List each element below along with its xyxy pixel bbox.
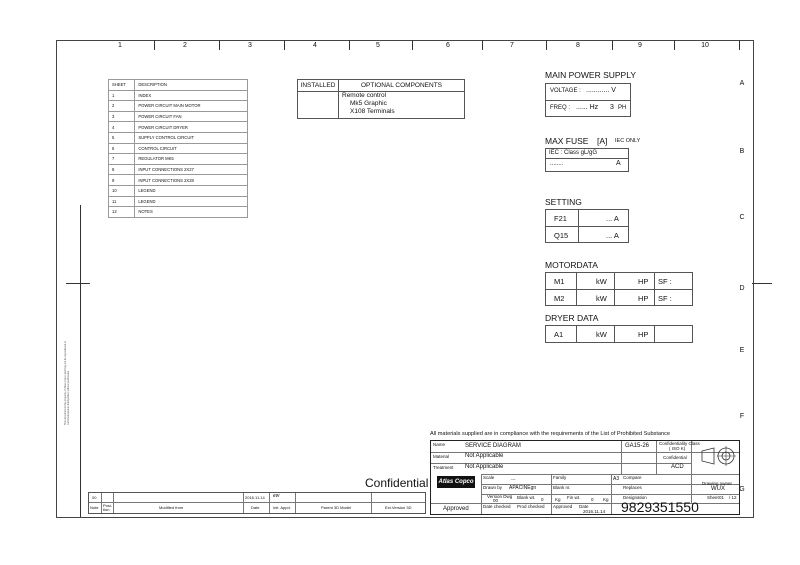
column-tick <box>154 40 155 50</box>
table-row <box>109 80 248 91</box>
sheet-description: LEGEND <box>135 185 248 196</box>
dryer-title: DRYER DATA <box>545 313 599 323</box>
drawn-label: Drawn by <box>483 485 503 490</box>
sheet-description: NOTES <box>135 207 248 218</box>
sheet-number: 8 <box>109 164 135 175</box>
fin-wt-value: 0 <box>591 497 594 502</box>
max-fuse-box <box>545 148 629 172</box>
conf-class-value: Confidential <box>663 455 687 460</box>
date-label: Date <box>579 504 589 509</box>
table-row <box>109 101 248 112</box>
optional-components-list <box>342 92 395 116</box>
column-number: 3 <box>248 42 252 49</box>
fuse-unit: A <box>616 160 621 167</box>
motordata-title: MOTORDATA <box>545 260 598 270</box>
compare-label: Compare <box>623 475 642 480</box>
row-letter: A <box>739 80 745 87</box>
max-fuse-unit: [A] <box>597 136 608 146</box>
rev-header: Note <box>90 505 99 510</box>
designation-label: Designation <box>623 495 647 500</box>
sheet-description: POWER CIRCUIT FAN <box>135 111 248 122</box>
prod-checked-label: Prod checked <box>517 504 545 509</box>
rev-header: Init. Appd. <box>273 505 291 510</box>
sheet-description: LEGEND <box>135 196 248 207</box>
column-number: 1 <box>118 42 122 49</box>
treatment-value: Not Applicable <box>465 464 504 470</box>
motordata-box <box>545 272 693 306</box>
column-tick <box>284 40 285 50</box>
freq-label: FREQ : <box>550 105 571 111</box>
name-label: Name <box>433 442 446 447</box>
table-row <box>109 90 248 101</box>
sheet-description: POWER CIRCUIT DRYER <box>135 122 248 133</box>
sheet-description: CONTROL CIRCUIT <box>135 143 248 154</box>
setting-value: ... A <box>606 214 619 223</box>
column-number: 7 <box>510 42 514 49</box>
voltage-label: VOLTAGE : <box>550 88 581 94</box>
projection-symbol-icon <box>700 443 738 469</box>
row-letter: D <box>739 285 745 292</box>
optional-item: X108 Terminals <box>350 108 395 115</box>
sheet-number: 3 <box>109 111 135 122</box>
column-tick <box>612 40 613 50</box>
rev-value: 00 <box>92 495 97 500</box>
version-value: 00 <box>493 498 499 503</box>
sheet-number: 9 <box>109 175 135 186</box>
table-row <box>109 196 248 207</box>
table-row <box>109 122 248 133</box>
approved-status: Approved <box>443 506 469 512</box>
left-divider <box>80 205 81 517</box>
rev-header: Ext.Version 3D <box>385 505 412 510</box>
sheet-description: INPUT CONNECTIONS 2X27 <box>135 164 248 175</box>
column-tick <box>546 40 547 50</box>
column-number: 4 <box>313 42 317 49</box>
column-tick <box>739 40 740 50</box>
sheet-description: SUPPLY CONTROL CIRCUIT <box>135 132 248 143</box>
center-mark-right <box>752 283 772 284</box>
format-value: A3 <box>613 476 620 482</box>
fuse-value: ........ <box>550 161 564 167</box>
installed-header: INSTALLED <box>298 80 339 92</box>
rev-header: Posi-tion <box>103 503 113 512</box>
sheet-label: Sheet <box>707 495 719 500</box>
scale-value: --- <box>511 477 516 482</box>
optional-item: Mk5 Graphic <box>350 100 387 107</box>
column-tick <box>482 40 483 50</box>
model-value: GA15-26 <box>625 443 650 449</box>
motor-name: M2 <box>554 294 565 303</box>
sheet-number: 4 <box>109 122 135 133</box>
motor-sf: SF : <box>658 277 672 286</box>
motor-hp: HP <box>638 294 649 303</box>
phase-unit: PH <box>618 105 627 111</box>
row-letter: B <box>739 148 745 155</box>
drawing-number: 9829351550 <box>621 499 699 515</box>
kg-unit: Kg <box>603 497 609 502</box>
motor-kw: kW <box>596 294 607 303</box>
side-note: This document is the property of Atlas Copco and may not be reproduced or communicated to third parties without permission <box>64 341 70 425</box>
blank-wt-value: 0 <box>541 497 544 502</box>
version-label: Version Dwg <box>487 494 513 499</box>
material-label: Material <box>433 454 450 459</box>
confidential-label: Confidential <box>365 476 429 490</box>
sheet-of: / 12 <box>729 495 737 500</box>
fuse-class: IEC : Class gL/gG <box>549 150 598 156</box>
name-value: SERVICE DIAGRAM <box>465 443 521 449</box>
setting-title: SETTING <box>545 197 582 207</box>
treatment-label: Treatment <box>433 465 454 470</box>
freq-value: ...... Hz <box>576 104 599 111</box>
sheet-number: 12 <box>109 207 135 218</box>
replaces-label: Replaces <box>623 485 642 490</box>
dryer-name: A1 <box>554 330 564 339</box>
title-block <box>430 440 740 515</box>
column-tick <box>412 40 413 50</box>
sheet-description: POWER CIRCUIT MAIN MOTOR <box>135 101 248 112</box>
sheet-description: INDEX <box>135 90 248 101</box>
compliance-note: All materials supplied are in compliance with the requirements of the List of Prohibited Substance <box>430 431 671 437</box>
row-letter: F <box>739 413 745 420</box>
table-row <box>109 175 248 186</box>
row-letter: C <box>739 214 745 221</box>
dryer-hp: HP <box>638 330 649 339</box>
column-number: 9 <box>638 42 642 49</box>
row-letter: E <box>739 347 745 354</box>
table-row <box>109 207 248 218</box>
approved-label: Approved <box>553 504 573 509</box>
sheet-number: 10 <box>109 185 135 196</box>
phase-value: 3 <box>610 104 614 111</box>
sheet-number: 11 <box>109 196 135 207</box>
table-row <box>109 185 248 196</box>
voltage-value: ............ V <box>586 87 616 94</box>
rev-header: Modified from <box>159 505 184 510</box>
rev-signature: ew <box>273 493 280 499</box>
motor-kw: kW <box>596 277 607 286</box>
dryer-kw: kW <box>596 330 607 339</box>
column-tick <box>349 40 350 50</box>
rev-header: Date <box>251 505 260 510</box>
fin-wt-label: Fin wt. <box>567 495 581 500</box>
date-value: 2016.11.14 <box>583 509 606 514</box>
table-row <box>109 164 248 175</box>
sheet-description: DESCRIPTION <box>135 80 248 91</box>
setting-name: Q15 <box>554 231 569 240</box>
table-row <box>109 111 248 122</box>
dept-value: ACD <box>671 464 684 470</box>
sheet-number: 5 <box>109 132 135 143</box>
sheet-value: 01 <box>719 495 725 500</box>
conf-class-note: ( ISO K) <box>669 446 686 451</box>
rev-date: 2016.11.14 <box>245 495 265 500</box>
max-fuse-title: MAX FUSE <box>545 136 589 146</box>
column-number: 10 <box>701 42 709 49</box>
column-tick <box>674 40 675 50</box>
revision-block <box>88 492 426 514</box>
blank-wt-label: Blank wt. <box>517 495 536 500</box>
sheet-description: INPUT CONNECTIONS 2X28 <box>135 175 248 186</box>
motor-sf: SF : <box>658 294 672 303</box>
scale-label: Scale <box>483 475 495 480</box>
sheet-number: 1 <box>109 90 135 101</box>
column-number: 2 <box>183 42 187 49</box>
sheet-number: 6 <box>109 143 135 154</box>
owner-value: WUX <box>711 486 725 492</box>
dryer-box <box>545 325 693 343</box>
setting-name: F21 <box>554 214 567 223</box>
optional-components-header: OPTIONAL COMPONENTS <box>338 80 465 92</box>
rev-header: Parent 3D Model <box>321 505 352 510</box>
table-row <box>109 132 248 143</box>
motor-name: M1 <box>554 277 565 286</box>
main-power-title: MAIN POWER SUPPLY <box>545 70 636 80</box>
kg-unit: Kg <box>555 497 561 502</box>
column-number: 8 <box>576 42 580 49</box>
optional-components-box <box>297 79 465 119</box>
sheet-number: SHEET <box>109 80 135 91</box>
column-tick <box>219 40 220 50</box>
sheet-description: REGULATOR MK5 <box>135 154 248 165</box>
setting-value: ... A <box>606 231 619 240</box>
sheet-index-table <box>108 79 248 218</box>
drawn-value: APACINEgn <box>509 485 537 491</box>
material-value: Not Applicable <box>465 453 504 459</box>
table-row <box>109 143 248 154</box>
atlas-copco-logo: Atlas Copco <box>437 476 475 488</box>
conf-class-label: Confidentiality Class <box>659 441 700 446</box>
table-row <box>109 154 248 165</box>
max-fuse-note: IEC ONLY <box>615 138 641 144</box>
date-checked-label: Date checked <box>483 504 511 509</box>
column-number: 5 <box>376 42 380 49</box>
motor-hp: HP <box>638 277 649 286</box>
setting-box <box>545 209 629 243</box>
family-label: Family <box>553 475 567 480</box>
optional-item: Remote control <box>342 92 387 99</box>
owner-label: Drawing owner <box>702 481 733 486</box>
blank-label: Blank nr. <box>553 485 571 490</box>
sheet-number: 2 <box>109 101 135 112</box>
row-letter: G <box>739 486 745 493</box>
center-mark-left <box>66 283 90 284</box>
column-number: 6 <box>446 42 450 49</box>
sheet-number: 7 <box>109 154 135 165</box>
main-power-box <box>545 83 631 117</box>
